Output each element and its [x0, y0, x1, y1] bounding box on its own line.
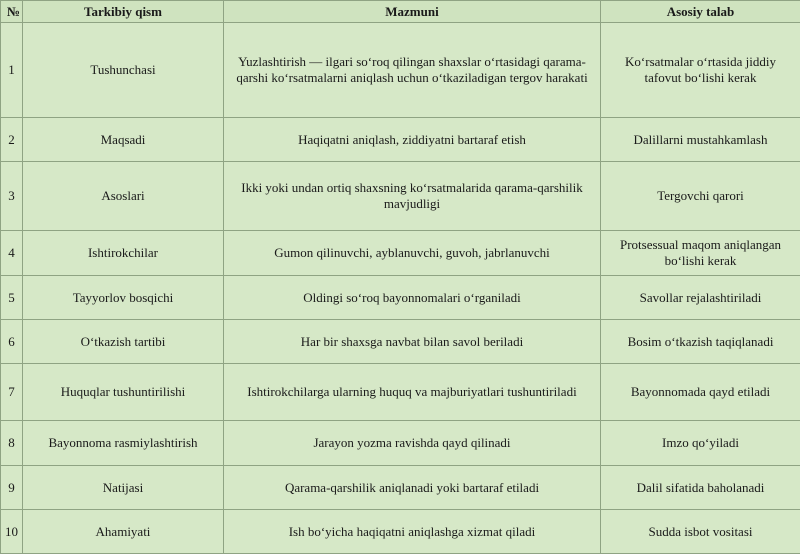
- table-row: [1, 23, 800, 118]
- component-cell: Ishtirokchilar: [23, 231, 224, 276]
- row-number: 6: [1, 320, 23, 364]
- content-cell: Har bir shaxsga navbat bilan savol beriladi: [224, 320, 601, 364]
- header-content: Mazmuni: [224, 1, 601, 23]
- content-cell: Haqiqatni aniqlash, ziddiyatni bartaraf etish: [224, 118, 601, 162]
- table-row: [1, 320, 800, 364]
- content-cell: Yuzlashtirish — ilgari so‘roq qilingan shaxslar o‘rtasidagi qarama-qarshi ko‘rsatmalarni aniqlash uchun o‘tkaziladigan tergov harakati: [224, 23, 601, 118]
- content-cell: Ish bo‘yicha haqiqatni aniqlashga xizmat qiladi: [224, 510, 601, 554]
- requirement-cell: Savollar rejalashtiriladi: [601, 276, 800, 320]
- requirement-cell: Protsessual maqom aniqlangan bo‘lishi kerak: [601, 231, 800, 276]
- header-row: [1, 1, 800, 23]
- content-cell: Gumon qilinuvchi, ayblanuvchi, guvoh, jabrlanuvchi: [224, 231, 601, 276]
- requirement-cell: Imzo qo‘yiladi: [601, 421, 800, 466]
- content-cell: Qarama-qarshilik aniqlanadi yoki bartaraf etiladi: [224, 466, 601, 510]
- requirement-cell: Tergovchi qarori: [601, 162, 800, 231]
- component-cell: Asoslari: [23, 162, 224, 231]
- row-number: 1: [1, 23, 23, 118]
- table-row: [1, 231, 800, 276]
- requirement-cell: Ko‘rsatmalar o‘rtasida jiddiy tafovut bo‘lishi kerak: [601, 23, 800, 118]
- row-number: 8: [1, 421, 23, 466]
- header-number: №: [1, 1, 23, 23]
- row-number: 7: [1, 364, 23, 421]
- component-cell: Natijasi: [23, 466, 224, 510]
- requirement-cell: Dalillarni mustahkamlash: [601, 118, 800, 162]
- table-row: [1, 421, 800, 466]
- component-cell: Huquqlar tushuntirilishi: [23, 364, 224, 421]
- component-cell: Ahamiyati: [23, 510, 224, 554]
- table-row: [1, 364, 800, 421]
- component-cell: O‘tkazish tartibi: [23, 320, 224, 364]
- requirement-cell: Bayonnomada qayd etiladi: [601, 364, 800, 421]
- table-row: [1, 466, 800, 510]
- row-number: 2: [1, 118, 23, 162]
- content-cell: Ikki yoki undan ortiq shaxsning ko‘rsatmalarida qarama-qarshilik mavjudligi: [224, 162, 601, 231]
- component-cell: Tayyorlov bosqichi: [23, 276, 224, 320]
- content-cell: Jarayon yozma ravishda qayd qilinadi: [224, 421, 601, 466]
- table-row: [1, 118, 800, 162]
- header-component: Tarkibiy qism: [23, 1, 224, 23]
- component-cell: Tushunchasi: [23, 23, 224, 118]
- component-cell: Bayonnoma rasmiylashtirish: [23, 421, 224, 466]
- table-row: [1, 162, 800, 231]
- row-number: 3: [1, 162, 23, 231]
- row-number: 5: [1, 276, 23, 320]
- row-number: 10: [1, 510, 23, 554]
- row-number: 4: [1, 231, 23, 276]
- requirement-cell: Sudda isbot vositasi: [601, 510, 800, 554]
- content-cell: Oldingi so‘roq bayonnomalari o‘rganiladi: [224, 276, 601, 320]
- component-cell: Maqsadi: [23, 118, 224, 162]
- table-row: [1, 276, 800, 320]
- requirement-cell: Dalil sifatida baholanadi: [601, 466, 800, 510]
- content-cell: Ishtirokchilarga ularning huquq va majburiyatlari tushuntiriladi: [224, 364, 601, 421]
- requirement-cell: Bosim o‘tkazish taqiqlanadi: [601, 320, 800, 364]
- header-requirement: Asosiy talab: [601, 1, 800, 23]
- table-row: [1, 510, 800, 554]
- row-number: 9: [1, 466, 23, 510]
